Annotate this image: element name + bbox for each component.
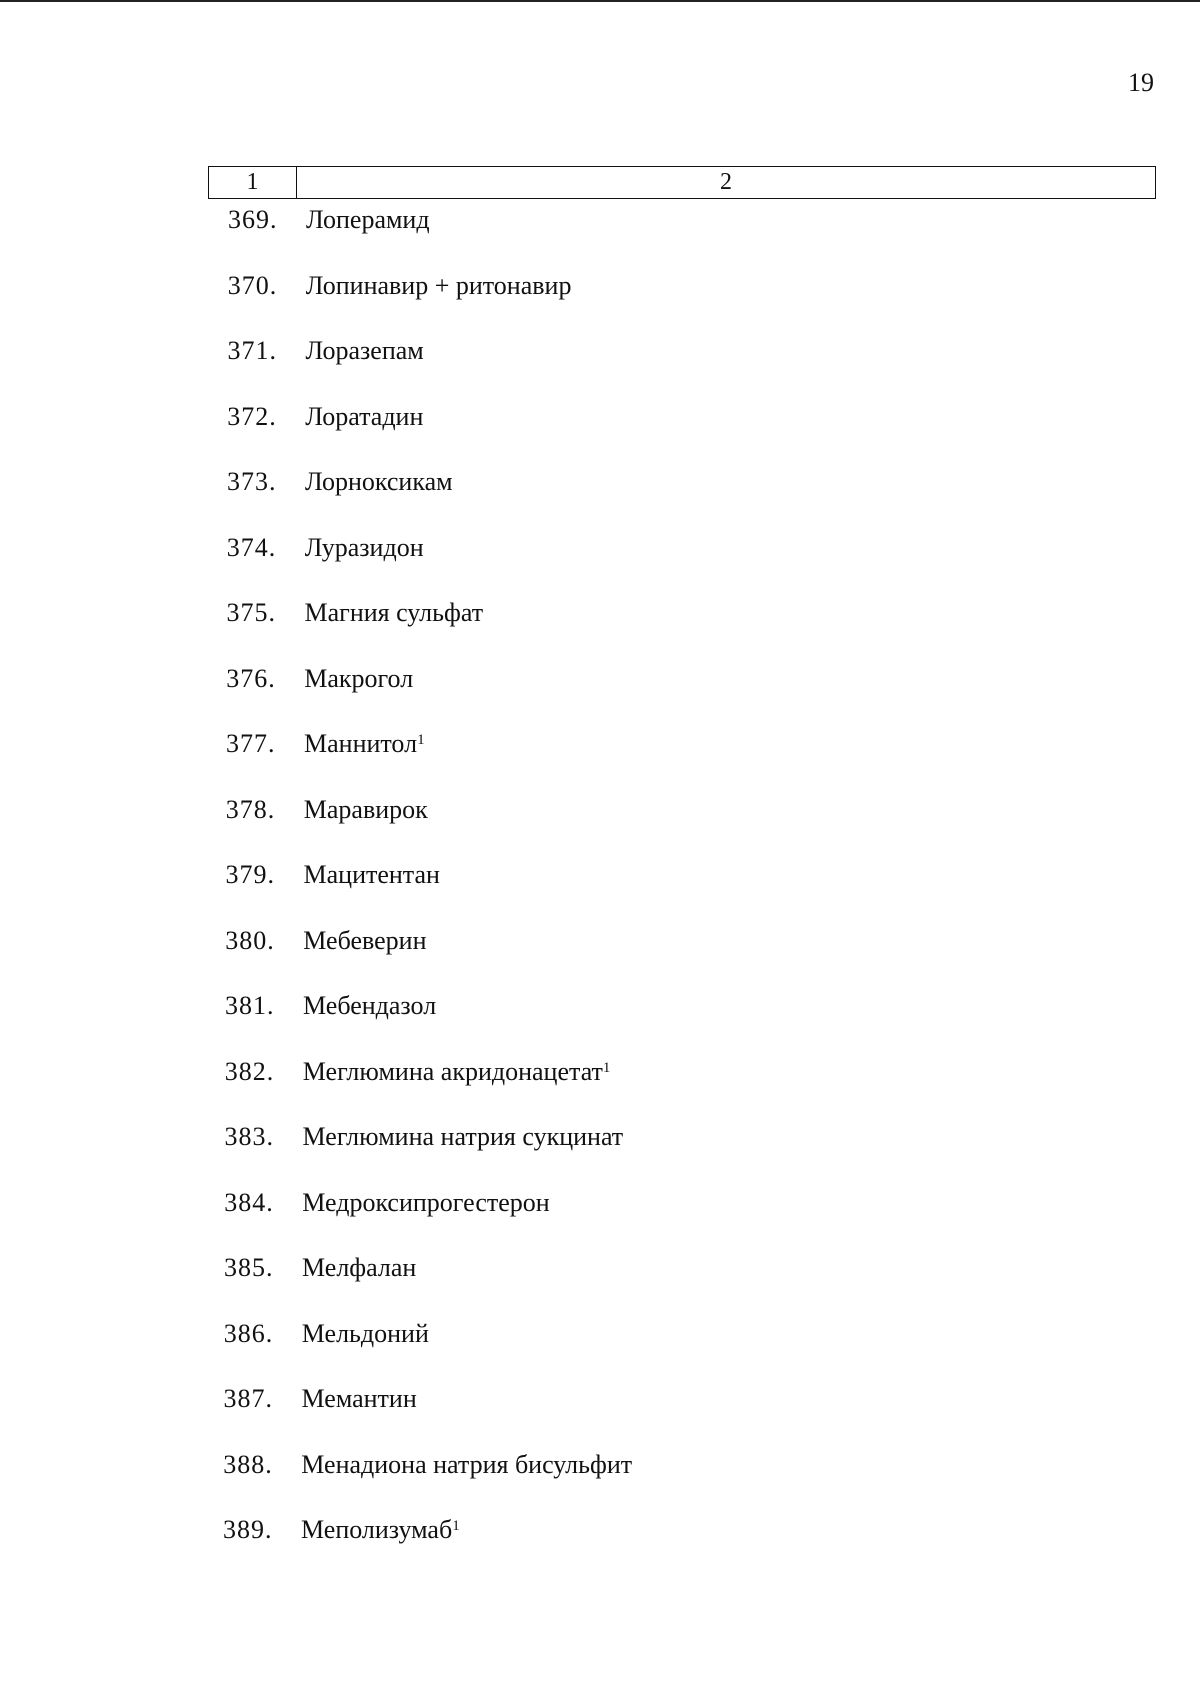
drug-name: Мебеверин bbox=[303, 925, 427, 955]
table-header bbox=[208, 166, 1156, 199]
drug-name: Магния сульфат bbox=[304, 598, 484, 627]
list-item-number: 375. bbox=[226, 598, 276, 627]
drug-name: Лоратадин bbox=[305, 401, 424, 431]
list-item-name bbox=[305, 528, 424, 568]
drug-name: Маравирок bbox=[303, 794, 428, 824]
drug-name: Лопинавир + ритонавир bbox=[305, 270, 572, 300]
list-item-name bbox=[306, 266, 572, 306]
list-item-number: 370. bbox=[227, 270, 278, 300]
list-item-name bbox=[304, 724, 425, 764]
drug-name: Меглюмина акридонацетат bbox=[302, 1056, 603, 1086]
drug-name: Медроксипрогестерон bbox=[302, 1187, 550, 1217]
drug-name: Маннитол bbox=[304, 729, 418, 758]
list-item-name bbox=[303, 921, 426, 961]
list-item-name bbox=[304, 790, 428, 830]
list-item-number: 383. bbox=[224, 1122, 274, 1151]
list-item-number: 381. bbox=[225, 991, 275, 1020]
list-item-number: 382. bbox=[224, 1056, 275, 1086]
table-header-col1: 1 bbox=[209, 167, 297, 198]
list-item-name bbox=[304, 855, 440, 895]
list-item-name bbox=[302, 1314, 429, 1354]
list-item-name bbox=[306, 331, 424, 371]
footnote-marker: 1 bbox=[452, 1517, 460, 1534]
list-item-name bbox=[301, 1445, 632, 1485]
list-item-number: 379. bbox=[225, 860, 275, 889]
list-item-number: 385. bbox=[224, 1253, 274, 1282]
list-item-name bbox=[303, 1052, 611, 1092]
drug-name: Лорноксикам bbox=[305, 467, 453, 496]
drug-name: Макрогол bbox=[304, 663, 414, 693]
drug-name: Меглюмина натрия сукцинат bbox=[302, 1122, 624, 1151]
list-item-number: 378. bbox=[225, 794, 276, 824]
list-item-name bbox=[301, 1510, 460, 1550]
list-item-name bbox=[305, 462, 453, 502]
list-item-number: 388. bbox=[223, 1449, 273, 1479]
drug-name: Лоразепам bbox=[305, 336, 424, 365]
page-number: 19 bbox=[1128, 68, 1154, 97]
list-item-number: 386. bbox=[223, 1318, 274, 1348]
list-item-name bbox=[303, 1117, 624, 1157]
list-item-name bbox=[302, 1379, 417, 1419]
list-item-number: 371. bbox=[227, 336, 277, 365]
list-item-name bbox=[305, 593, 484, 633]
drug-name: Мелфалан bbox=[302, 1253, 417, 1282]
list-item-number: 387. bbox=[223, 1384, 273, 1413]
list-item-name bbox=[302, 1248, 416, 1288]
list-item-name bbox=[305, 397, 423, 437]
footnote-marker: 1 bbox=[602, 1059, 611, 1076]
drug-name: Мельдоний bbox=[301, 1318, 429, 1348]
list-item-number: 389. bbox=[223, 1515, 273, 1544]
drug-name: Менадиона натрия бисульфит bbox=[301, 1449, 633, 1479]
drug-name: Мебендазол bbox=[303, 991, 437, 1020]
list-item-number: 376. bbox=[226, 663, 276, 693]
list-item-name bbox=[306, 200, 430, 240]
list-item-number: 384. bbox=[224, 1187, 274, 1217]
list-item-number: 374. bbox=[226, 532, 277, 562]
list-item-number: 380. bbox=[225, 925, 275, 955]
drug-name: Луразидон bbox=[304, 532, 424, 562]
top-rule bbox=[0, 0, 1200, 2]
drug-name: Мацитентан bbox=[303, 860, 440, 889]
drug-name: Мемантин bbox=[301, 1384, 417, 1413]
list-item-name bbox=[303, 986, 436, 1026]
drug-name: Лоперамид bbox=[306, 205, 430, 234]
footnote-marker: 1 bbox=[417, 731, 425, 748]
list-item-number: 377. bbox=[226, 729, 276, 758]
table-header-col2: 2 bbox=[720, 169, 732, 195]
list-item-number: 373. bbox=[227, 467, 277, 496]
list-item-number: 372. bbox=[227, 401, 277, 431]
list-item-number: 369. bbox=[228, 205, 278, 234]
list-item-name bbox=[302, 1183, 549, 1223]
drug-name: Меполизумаб bbox=[301, 1515, 453, 1544]
list-item-name bbox=[304, 659, 413, 699]
